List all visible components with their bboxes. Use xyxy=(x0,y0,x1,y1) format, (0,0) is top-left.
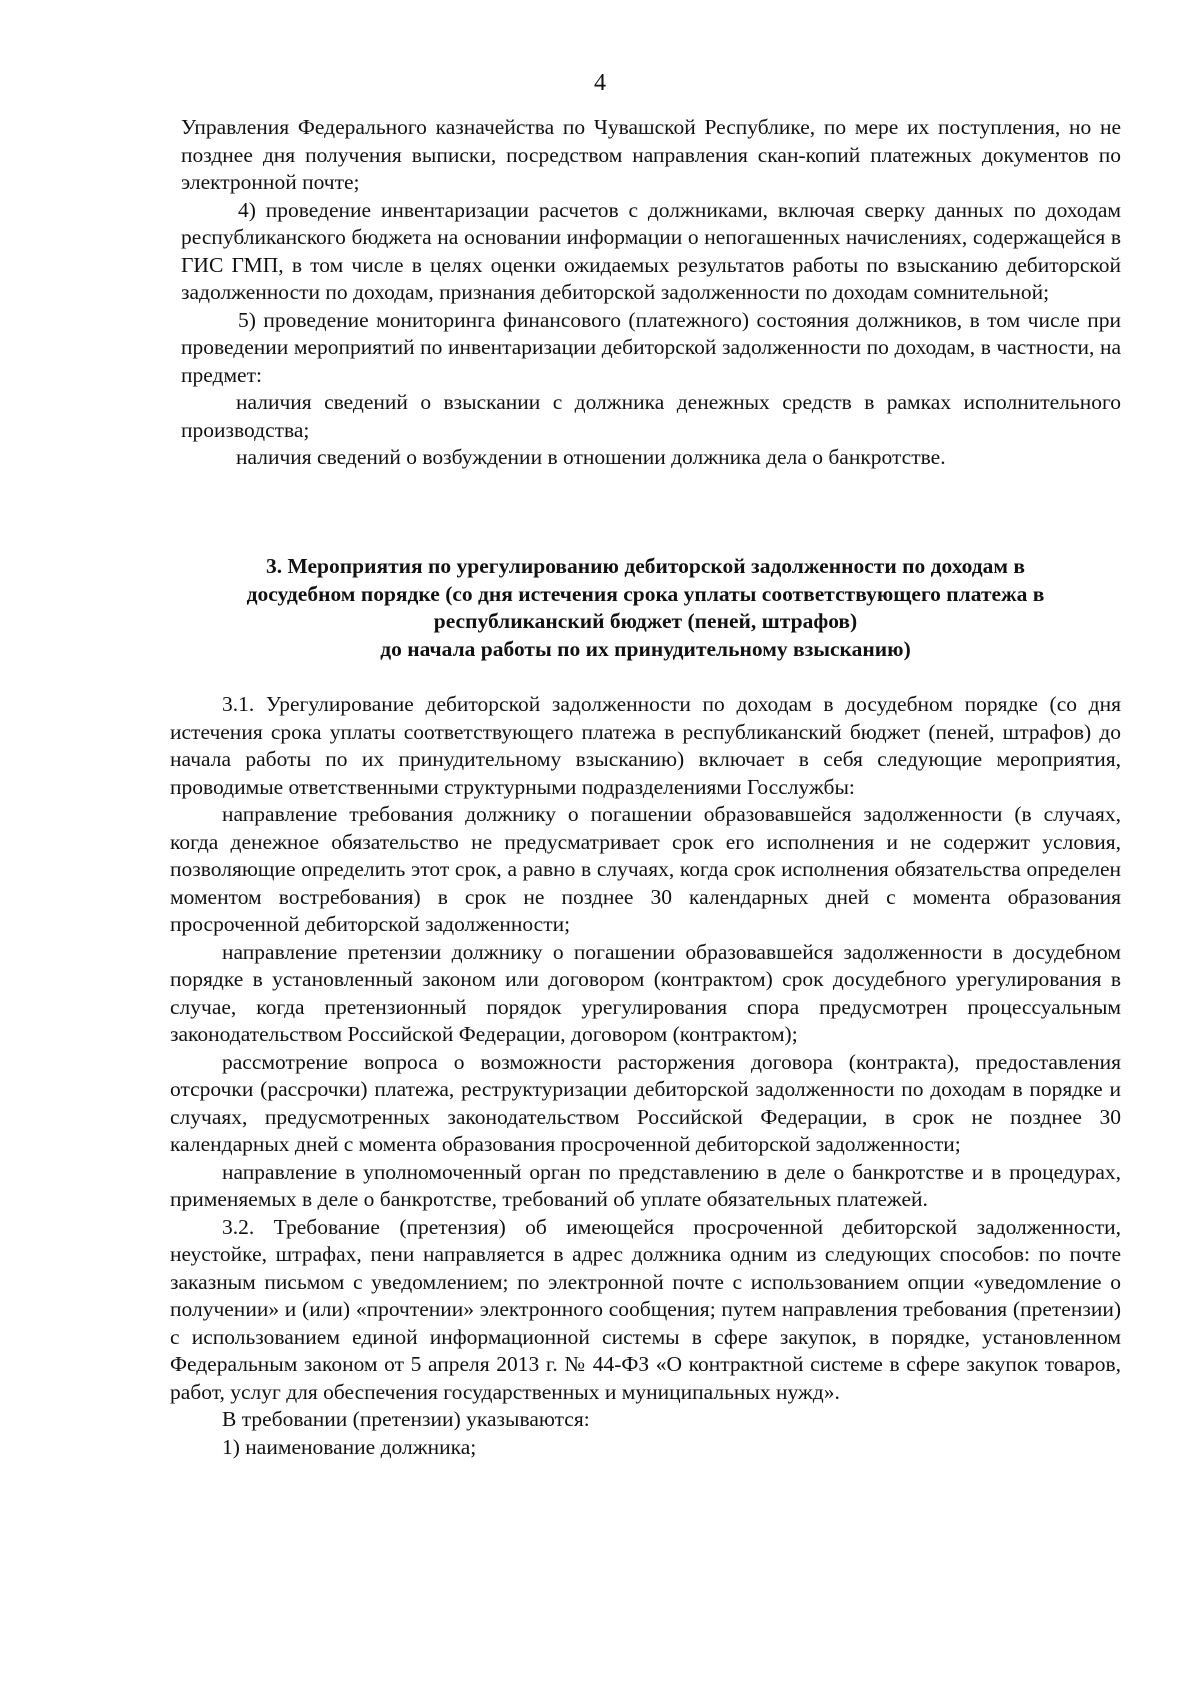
section-3-heading xyxy=(170,553,1121,663)
paragraph-enforcement-info: наличия сведений о взыскании с должника денежных средств в рамках исполнительного производства; xyxy=(181,390,1121,442)
paragraph-contract-review: рассмотрение вопроса о возможности расторжения договора (контракта), предоставления отсрочки (рассрочки) платежа, реструктуризации дебиторской задолженности по доходам в порядке и случаях, предусмотренных законодательством Российской Федерации, в срок не позднее 30 календарных дней с момента образования просроченной дебиторской задолженности; xyxy=(170,1049,1121,1156)
paragraph-3-2: 3.2. Требование (претензия) об имеющейся просроченной дебиторской задолженности, неустойке, штрафах, пени направляется в адрес должника одним из следующих способов: по почте заказным письмом с уведомлением; по электронной почте с использованием опции «уведомление о получении» и (или) «прочтении» электронного сообщения; путем направления требования (претензии) с использованием единой информационной системы в сфере закупок, в порядке, установленном Федеральным законом от 5 апреля 2013 г. № 44-ФЗ «О контрактной системе в сфере закупок товаров, работ, услуг для обеспечения государственных и муниципальных нужд». xyxy=(170,1214,1121,1404)
paragraph-item-5: 5) проведение мониторинга финансового (платежного) состояния должников, в том числе при проведении мероприятий по инвентаризации дебиторской задолженности по доходам, в частности, на предмет: xyxy=(181,307,1121,387)
heading-line: досудебном порядке (со дня истечения срока уплаты соответствующего платежа в xyxy=(246,581,1045,606)
heading-line: 3. Мероприятия по урегулированию дебиторской задолженности по доходам в xyxy=(265,554,1026,578)
paragraph-demand: направление требования должнику о погашении образовавшейся задолженности (в случаях, когда денежное обязательство не предусматривает срок его исполнения и не содержит условия, позволяющие определить этот срок, а равно в случаях, когда срок исполнения обязательства определен моментом востребования) в срок не позднее 30 календарных дней с момента образования просроченной дебиторской задолженности; xyxy=(170,802,1121,936)
page-number: 4 xyxy=(594,70,606,96)
paragraph-bankruptcy-info: наличия сведений о возбуждении в отношении должника дела о банкротстве. xyxy=(236,445,946,469)
section-3-body xyxy=(170,691,1121,1461)
paragraph-treasury-continuation: Управления Федерального казначейства по Чувашской Республике, по мере их поступления, но не позднее дня получения выписки, посредством направления скан-копий платежных документов по электронной почте; xyxy=(181,115,1121,194)
paragraph-demand-contents: В требовании (претензии) указываются: xyxy=(222,1407,590,1431)
paragraph-bankruptcy-authority: направление в уполномоченный орган по представлению в деле о банкротстве и в процедурах, применяемых в деле о банкротстве, требований об уплате обязательных платежей. xyxy=(170,1159,1121,1211)
heading-line: до начала работы по их принудительному взысканию) xyxy=(380,636,911,661)
heading-line: республиканский бюджет (пеней, штрафов) xyxy=(433,609,858,633)
paragraph-debtor-name: 1) наименование должника; xyxy=(222,1434,477,1459)
paragraph-3-1: 3.1. Урегулирование дебиторской задолженности по доходам в досудебном порядке (со дня истечения срока уплаты соответствующего платежа в республиканский бюджет (пеней, штрафов) до начала работы по их принудительному взысканию) включает в себя следующие мероприятия, проводимые ответственными структурными подразделениями Госслужбы: xyxy=(170,692,1121,799)
section-2-continuation xyxy=(181,114,1121,472)
paragraph-claim: направление претензии должнику о погашении образовавшейся задолженности в досудебном порядке в установленный законом или договором (контрактом) срок досудебного урегулирования в случае, когда претензионный порядок урегулирования спора предусмотрен процессуальным законодательством Российской Федерации, договором (контрактом); xyxy=(170,939,1121,1046)
paragraph-item-4: 4) проведение инвентаризации расчетов с должниками, включая сверку данных по доходам республиканского бюджета на основании информации о непогашенных начислениях, содержащейся в ГИС ГМП, в том числе в целях оценки ожидаемых результатов работы по взысканию дебиторской задолженности по доходам, признания дебиторской задолженности по доходам сомнительной; xyxy=(181,197,1121,304)
